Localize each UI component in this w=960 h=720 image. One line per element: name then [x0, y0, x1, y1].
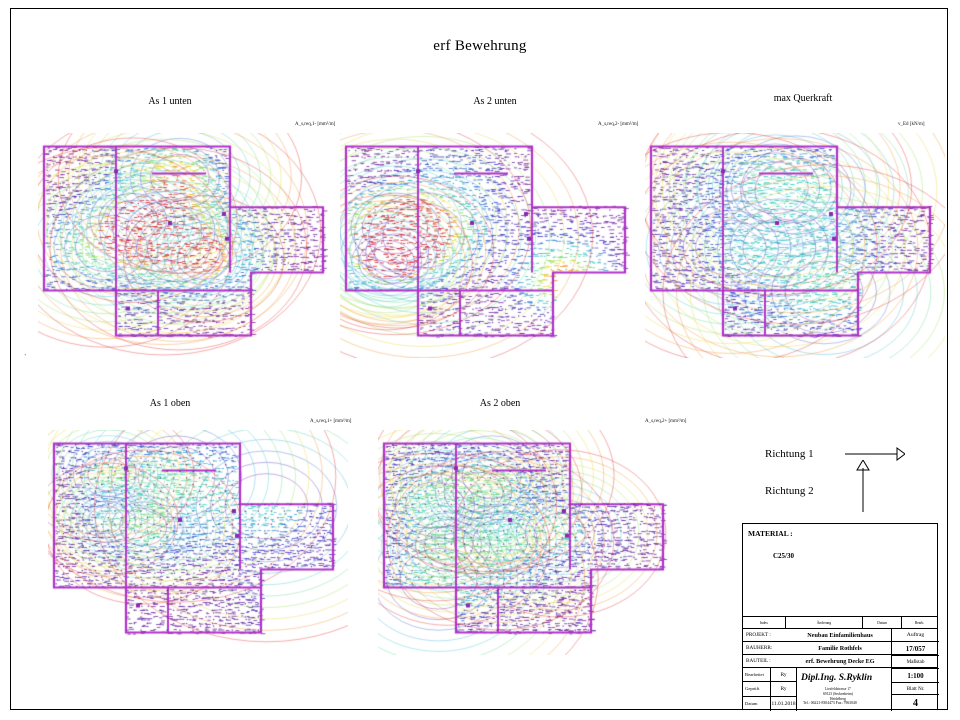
order-label: Auftrag — [892, 629, 939, 642]
material-value: C25/30 — [773, 552, 794, 560]
material-section — [743, 524, 937, 617]
fem-canvas-as1-oben — [48, 430, 348, 655]
legend-label-as2-unten: A_s,req,2- [mm²/m] — [598, 122, 639, 127]
client-label: BAUHERR: — [746, 645, 773, 651]
fem-plot-as1-oben — [48, 430, 348, 655]
title-block — [742, 523, 938, 710]
engineer-block — [797, 668, 891, 711]
legend-label-as1-unten: A_s,req,1- [mm²/m] — [295, 122, 336, 127]
legend-label-as2-oben: A_s,req,2+ [mm²/m] — [645, 419, 687, 424]
editor-value: Ry — [771, 668, 796, 682]
revision-col-index: Index — [743, 617, 786, 628]
panel-title-as1-oben: As 1 oben — [149, 398, 191, 409]
engineer-telephone: Tel.: 06221-8304473 Fax.:7963040 — [803, 701, 857, 705]
fem-canvas-as2-oben — [378, 430, 678, 655]
date-value: 11.01.2018 — [771, 700, 796, 707]
revision-strip — [743, 617, 937, 629]
signature-section — [743, 668, 891, 711]
revision-col-date: Datum — [863, 617, 902, 628]
signature-values — [771, 668, 797, 711]
panel-title-max-querkraft: max Querkraft — [773, 93, 833, 104]
legend-label-as1-oben: A_s,req,1+ [mm²/m] — [310, 419, 352, 424]
editor-label: Bearbeitet — [743, 668, 770, 682]
panel-title-as1-unten: As 1 unten — [148, 96, 192, 107]
date-label: Datum — [745, 701, 758, 707]
client-value: Familie Rothfels — [818, 644, 862, 652]
fem-canvas-as1-unten — [38, 133, 338, 358]
fem-canvas-max-querkraft — [645, 133, 945, 358]
checker-label: Geprüft — [743, 682, 770, 696]
sheet-number-value: 4 — [913, 697, 918, 709]
corner-mark: + — [24, 352, 27, 357]
material-label: MATERIAL : — [748, 529, 793, 538]
fem-canvas-as2-unten — [340, 133, 640, 358]
direction-2-arrow-icon — [852, 460, 874, 517]
signature-labels — [743, 668, 771, 711]
component-value: erf. Bewehrung Decke EG — [805, 657, 875, 665]
checker-value: Ry — [771, 682, 796, 696]
direction-2-label: Richtung 2 — [765, 485, 814, 497]
sheet-number-label: Blatt Nr. — [892, 683, 939, 695]
order-value: 17/057 — [892, 642, 939, 656]
engineer-name: Dipl.Ing. S.Ryklin — [801, 673, 873, 683]
project-value: Neubau Einfamilienhaus — [807, 631, 873, 639]
fem-plot-as2-unten — [340, 133, 640, 358]
sheet-meta-section — [891, 629, 939, 711]
fem-plot-as2-oben — [378, 430, 678, 655]
component-label: BAUTEIL : — [746, 658, 771, 664]
project-label: PROJEKT : — [746, 632, 771, 638]
engineer-address: Liesfeldstrasse 17 69123 (Seckenheim) Heidelberg — [823, 687, 853, 701]
revision-col-editor: Bearb. — [914, 620, 925, 625]
page-title: erf Bewehrung — [433, 38, 527, 54]
panel-title-as2-oben: As 2 oben — [479, 398, 521, 409]
fem-plot-as1-unten — [38, 133, 338, 358]
scale-label: Maßstab — [892, 656, 939, 669]
panel-title-as2-unten: As 2 unten — [473, 96, 517, 107]
direction-1-label: Richtung 1 — [765, 448, 814, 460]
scale-value: 1:100 — [892, 669, 939, 683]
fem-plot-max-querkraft — [645, 133, 945, 358]
revision-col-change: Änderung — [786, 617, 864, 628]
legend-label-max-querkraft: v_Ed [kN/m] — [898, 122, 925, 127]
